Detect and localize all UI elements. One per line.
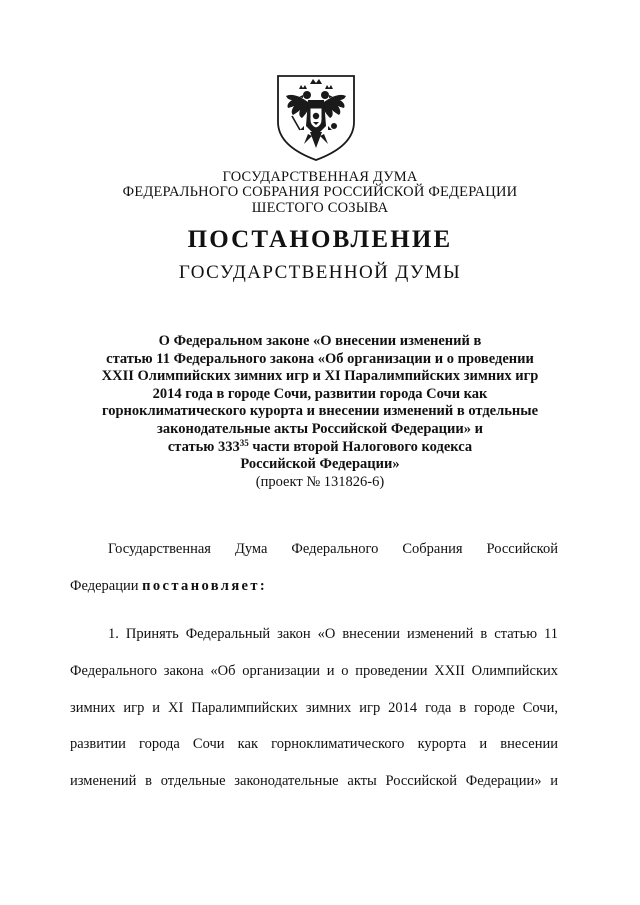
paragraph-line: Федерального закона «Об организации и о проведении XXII Олимпийских (70, 663, 558, 679)
subject-line: горноклиматического курорта и внесении изменений в отдельные (101, 403, 539, 420)
subject-line-tax-code (0, 439, 640, 457)
paragraph-1-line-5 (70, 773, 558, 790)
paragraph-line: изменений в отдельные законодательные акты Российской Федерации» и (70, 773, 558, 789)
document-title: ПОСТАНОВЛЕНИЕ (187, 226, 453, 253)
project-number: (проект № 131826-6) (255, 473, 385, 490)
paragraph-1-line-3 (70, 700, 558, 717)
subject-line: XXII Олимпийских зимних игр и XI Паралимпийских зимних игр (101, 368, 539, 385)
subject-text: части второй Налогового кодекса (248, 438, 473, 455)
word: Федерального (291, 541, 379, 557)
paragraph-line: зимних игр и XI Паралимпийских зимних игр 2014 года в городе Сочи, (70, 700, 558, 716)
article-superscript: 35 (239, 437, 249, 448)
issuer-line-1: ГОСУДАРСТВЕННАЯ ДУМА (222, 169, 418, 185)
issuer-line-2: ФЕДЕРАЛЬНОГО СОБРАНИЯ РОССИЙСКОЙ ФЕДЕРАЦИИ (122, 184, 518, 200)
word: Собрания (402, 541, 463, 557)
word: Дума (234, 541, 268, 557)
coat-of-arms-icon (270, 70, 362, 162)
subject-line: законодательные акты Российской Федерации» и (157, 420, 483, 437)
document-subtitle: ГОСУДАРСТВЕННОЙ ДУМЫ (178, 262, 462, 283)
convocation-line: ШЕСТОГО СОЗЫВА (251, 200, 389, 216)
subject-block (0, 333, 640, 491)
subject-line: Российской Федерации» (240, 456, 400, 473)
preamble-text (70, 578, 558, 595)
preamble-line-1 (108, 541, 558, 558)
subject-text: статью 333 (167, 438, 240, 455)
paragraph-line: развитии города Сочи как горноклиматического курорта и внесении (70, 736, 558, 752)
paragraph-1-line-4 (70, 736, 558, 753)
subject-line: 2014 года в городе Сочи, развитии города Сочи как (152, 385, 488, 402)
preamble-text (108, 541, 558, 558)
paragraph-1-line-2 (70, 663, 558, 680)
word: Государственная (108, 541, 211, 557)
resolves-word: постановляет: (142, 578, 268, 594)
subject-line: О Федеральном законе «О внесении изменений в (158, 333, 482, 349)
word: Российской (486, 541, 558, 557)
paragraph-1-line-1 (108, 626, 558, 643)
paragraph-line: 1. Принять Федеральный закон «О внесении изменений в статью 11 (108, 626, 558, 642)
preamble-line-2 (70, 578, 558, 595)
preamble-word: Федерации (70, 578, 143, 594)
subject-line: статью 11 Федерального закона «Об организации и о проведении (106, 350, 534, 367)
